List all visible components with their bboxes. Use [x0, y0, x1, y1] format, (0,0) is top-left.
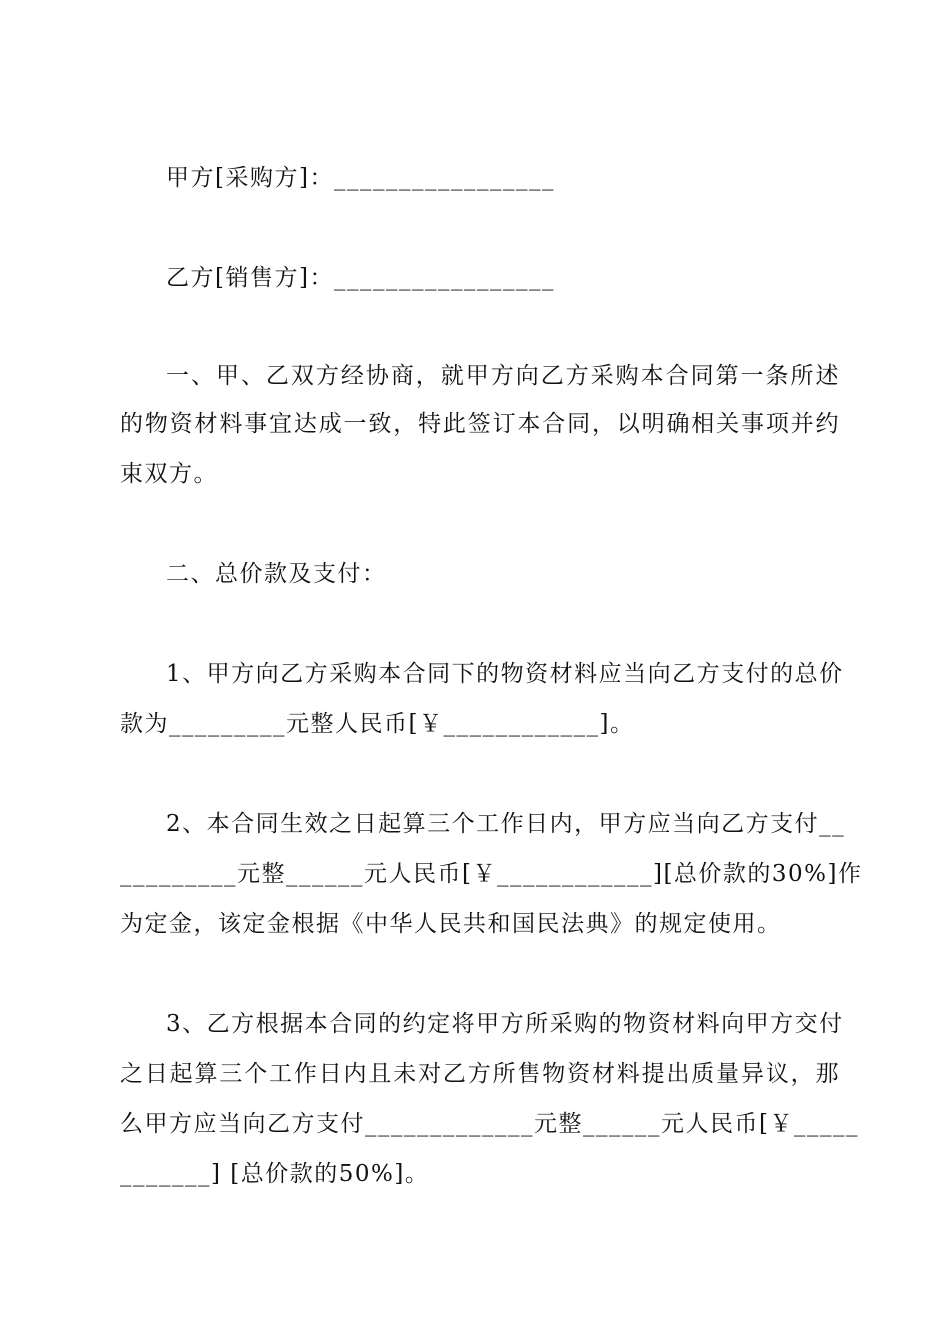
item-3-line-3: 么甲方应当向乙方支付_____________元整______元人民币[￥_____ [120, 1111, 859, 1137]
item-2-line-3: 为定金，该定金根据《中华人民共和国民法典》的规定使用。 [120, 911, 782, 937]
item-3-line-2: 之日起算三个工作日内且未对乙方所售物资材料提出质量异议，那 [120, 1061, 840, 1087]
party-a-line: 甲方[采购方]：_________________ [166, 165, 555, 191]
item-3-line-1: 3、乙方根据本合同的约定将甲方所采购的物资材料向甲方交付 [166, 1011, 844, 1037]
item-1-line-1: 1、甲方向乙方采购本合同下的物资材料应当向乙方支付的总价 [166, 661, 844, 687]
clause-2-heading: 二、总价款及支付： [166, 561, 387, 587]
item-1-line-2: 款为_________元整人民币[￥____________]。 [120, 711, 635, 737]
clause-1-line-2: 的物资材料事宜达成一致，特此签订本合同，以明确相关事项并约 [120, 411, 840, 437]
item-3-line-4: _______] [总价款的50%]。 [120, 1161, 430, 1187]
item-2-line-2: _________元整______元人民币[￥____________][总价款的30%]作 [120, 861, 863, 887]
clause-1-line-1: 一、甲、乙双方经协商，就甲方向乙方采购本合同第一条所述 [166, 363, 840, 389]
item-2-line-1: 2、本合同生效之日起算三个工作日内，甲方应当向乙方支付__ [166, 811, 846, 837]
clause-1-line-3: 束双方。 [120, 461, 218, 487]
party-b-line: 乙方[销售方]：_________________ [166, 265, 555, 291]
